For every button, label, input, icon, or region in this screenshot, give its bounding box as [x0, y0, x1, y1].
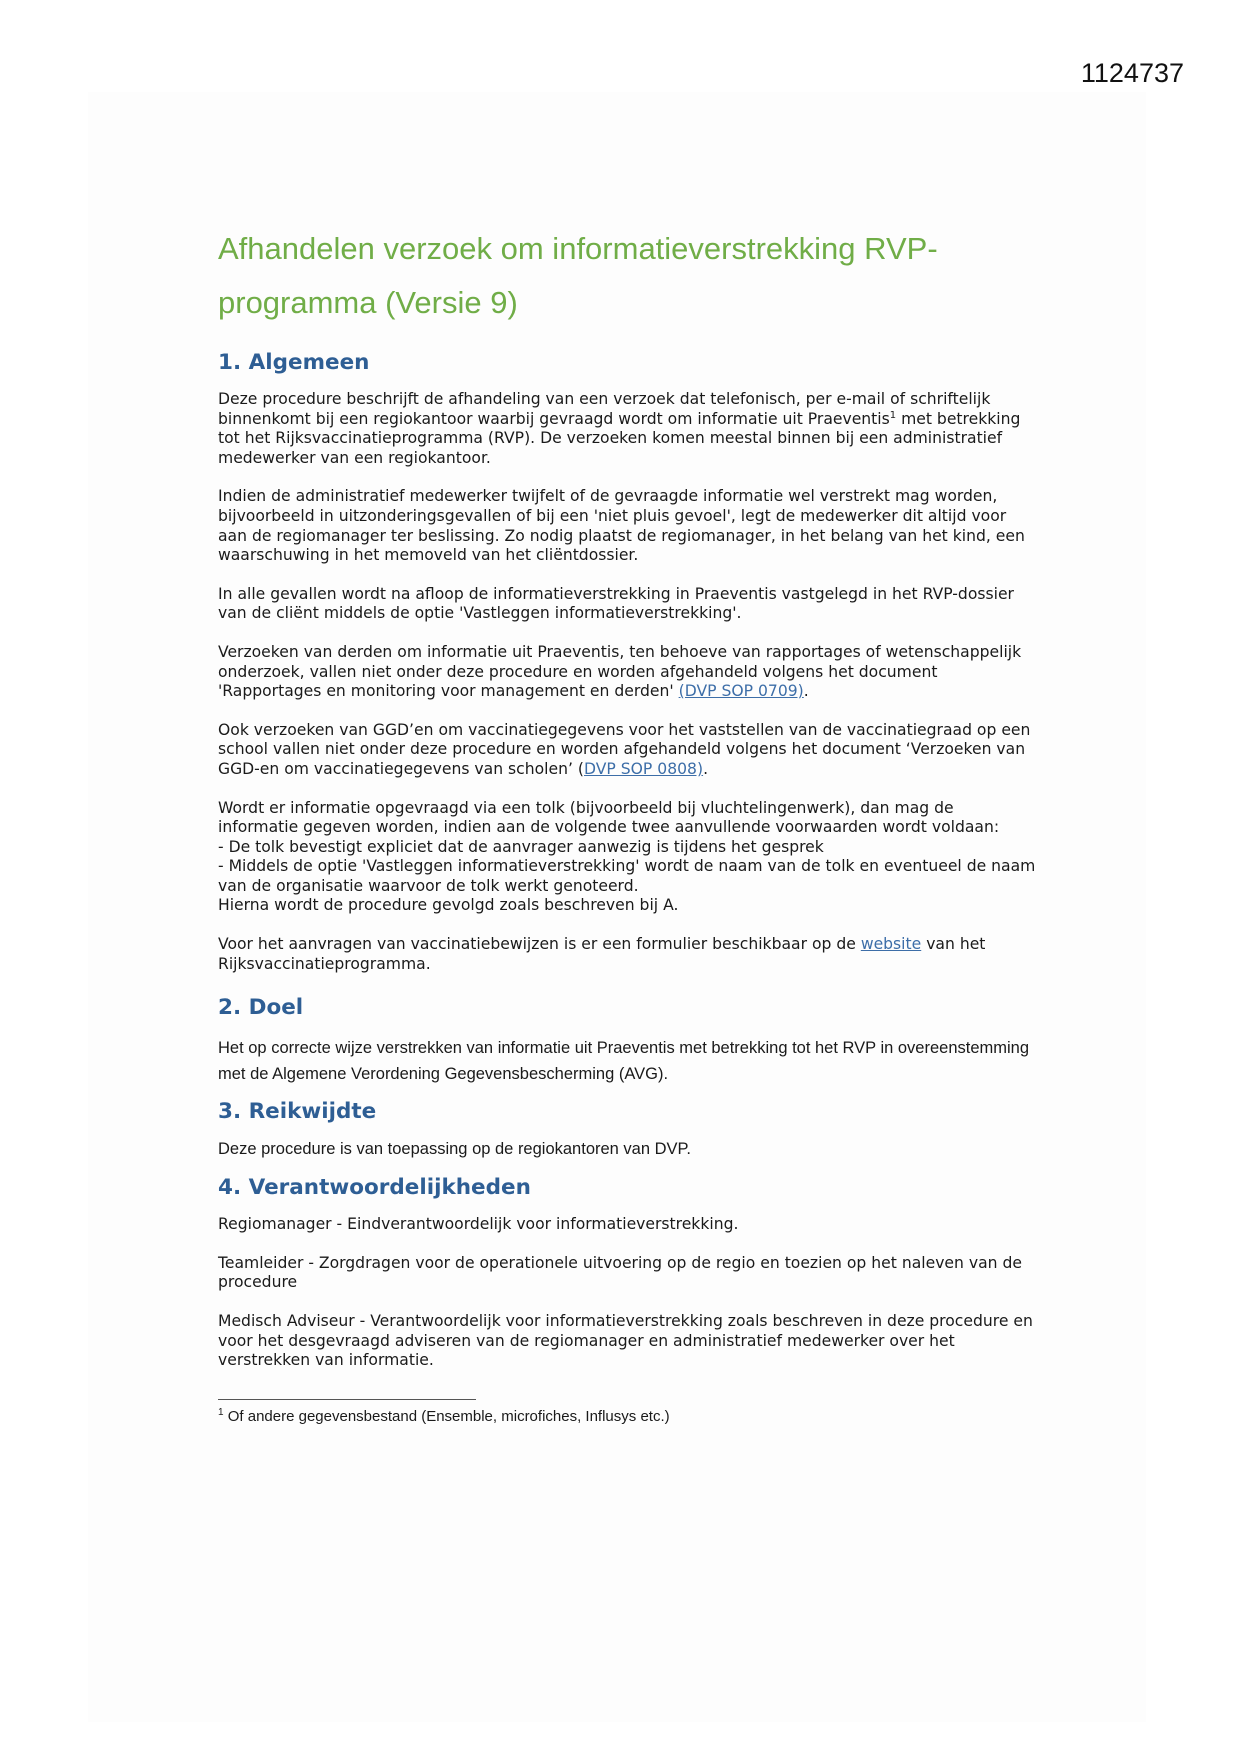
footnote-reference: 1: [889, 409, 897, 421]
link-website[interactable]: website: [860, 935, 922, 954]
list-item: - De tolk bevestigt expliciet dat de aanvrager aanwezig is tijdens het gesprek: [218, 837, 824, 856]
paragraph-algemeen-2: Indien de administratief medewerker twijfelt of de gevraagde informatie wel verstrekt mag worden, bijvoorbeeld in uitzonderingsgevallen of bij een 'niet pluis gevoel', legt de medewerker dit altijd voor aan de regiomanager ter beslissing. Zo nodig plaatst de regiomanager, in het belang van het kind, een waarschuwing in het memoveld van het cliëntdossier.: [218, 487, 1025, 565]
paragraph-algemeen-3: In alle gevallen wordt na afloop de informatieverstrekking in Praeventis vastgelegd in het RVP-dossier van de cliënt middels de optie 'Vastleggen informatieverstrekking'.: [218, 584, 1014, 623]
paragraph-doel: Het op correcte wijze verstrekken van informatie uit Praeventis met betrekking tot het RVP in overeenstemming met de Algemene Verordening Gegevensbescherming (AVG).: [218, 1039, 1030, 1084]
paragraph-text: Ook verzoeken van GGD’en om vaccinatiegegevens voor het vaststellen van de vaccinatiegraad op een school vallen niet onder deze procedure en worden afgehandeld volgens het document ‘Verzoeken van GGD-en om vaccinatiegegevens van scholen’ (: [218, 720, 1031, 778]
paragraph-line: Wordt er informatie opgevraagd via een tolk (bijvoorbeeld bij vluchtelingenwerk), dan mag de informatie gegeven worden, indien aan de volgende twee aanvullende voorwaarden wordt voldaan:: [218, 798, 1000, 837]
list-item: - Middels de optie 'Vastleggen informatieverstrekking' wordt de naam van de tolk en eventueel de naam van de organisatie waarvoor de tolk werkt genoteerd.: [218, 857, 1036, 895]
link-dvp-sop-0808[interactable]: DVP SOP 0808): [584, 759, 704, 778]
paragraph-algemeen-1: [218, 390, 1038, 468]
heading-reikwijdte: 3. Reikwijdte: [218, 1099, 377, 1125]
footnote: [218, 1408, 1038, 1426]
paragraph-text: .: [803, 682, 809, 701]
document-content: [218, 222, 1038, 1426]
heading-algemeen: 1. Algemeen: [218, 350, 370, 375]
link-dvp-sop-0709[interactable]: (DVP SOP 0709): [678, 682, 804, 701]
paragraph-text: Verzoeken van derden om informatie uit Praeventis, ten behoeve van rapportages of wetenschappelijk onderzoek, vallen niet onder deze procedure en worden afgehandeld volgens het document 'Rapportages en monitoring voor management en derden': [218, 642, 1022, 701]
heading-verantwoordelijkheden: 4. Verantwoordelijkheden: [218, 1175, 531, 1201]
page-title: Afhandelen verzoek om informatieverstrekking RVP-programma (Versie 9): [218, 231, 938, 320]
paragraph-algemeen-6: [218, 799, 1038, 917]
responsibility-teamleider: Teamleider - Zorgdragen voor de operationele uitvoering op de regio en toezien op het naleven van de procedure: [218, 1253, 1022, 1292]
paragraph-text: Deze procedure beschrijft de afhandeling van een verzoek dat telefonisch, per e-mail of schriftelijk binnenkomt bij een regiokantoor waarbij gevraagd wordt om informatie uit Praeventis: [218, 390, 991, 428]
heading-doel: 2. Doel: [218, 995, 304, 1021]
paragraph-text: Voor het aanvragen van vaccinatiebewijzen is er een formulier beschikbaar op de: [218, 935, 861, 954]
footnote-text: Of andere gegevensbestand (Ensemble, microfiches, Influsys etc.): [223, 1407, 670, 1425]
paragraph-line: Hierna wordt de procedure gevolgd zoals beschreven bij A.: [218, 896, 679, 915]
paragraph-reikwijdte: Deze procedure is van toepassing op de regiokantoren van DVP.: [218, 1140, 691, 1159]
paragraph-algemeen-4: [218, 643, 1038, 702]
responsibility-regiomanager: Regiomanager - Eindverantwoordelijk voor informatieverstrekking.: [218, 1215, 739, 1234]
paragraph-text: met betrekking tot het Rijksvaccinatieprogramma (RVP). De verzoeken komen meestal binnen bij een administratief medewerker van een regiokantoor.: [218, 409, 1021, 467]
paragraph-text: van het Rijksvaccinatieprogramma.: [218, 935, 986, 973]
footnote-separator: [218, 1399, 476, 1400]
paragraph-text: .: [703, 759, 709, 778]
document-number: 1124737: [1080, 58, 1184, 88]
paragraph-algemeen-7: [218, 935, 1038, 974]
footnote-number: 1: [218, 1406, 224, 1418]
responsibility-medisch-adviseur: Medisch Adviseur - Verantwoordelijk voor informatieverstrekking zoals beschreven in deze procedure en voor het desgevraagd adviseren van de regiomanager en administratief medewerker over het verstrekken van informatie.: [218, 1312, 1033, 1370]
paragraph-algemeen-5: [218, 721, 1038, 780]
